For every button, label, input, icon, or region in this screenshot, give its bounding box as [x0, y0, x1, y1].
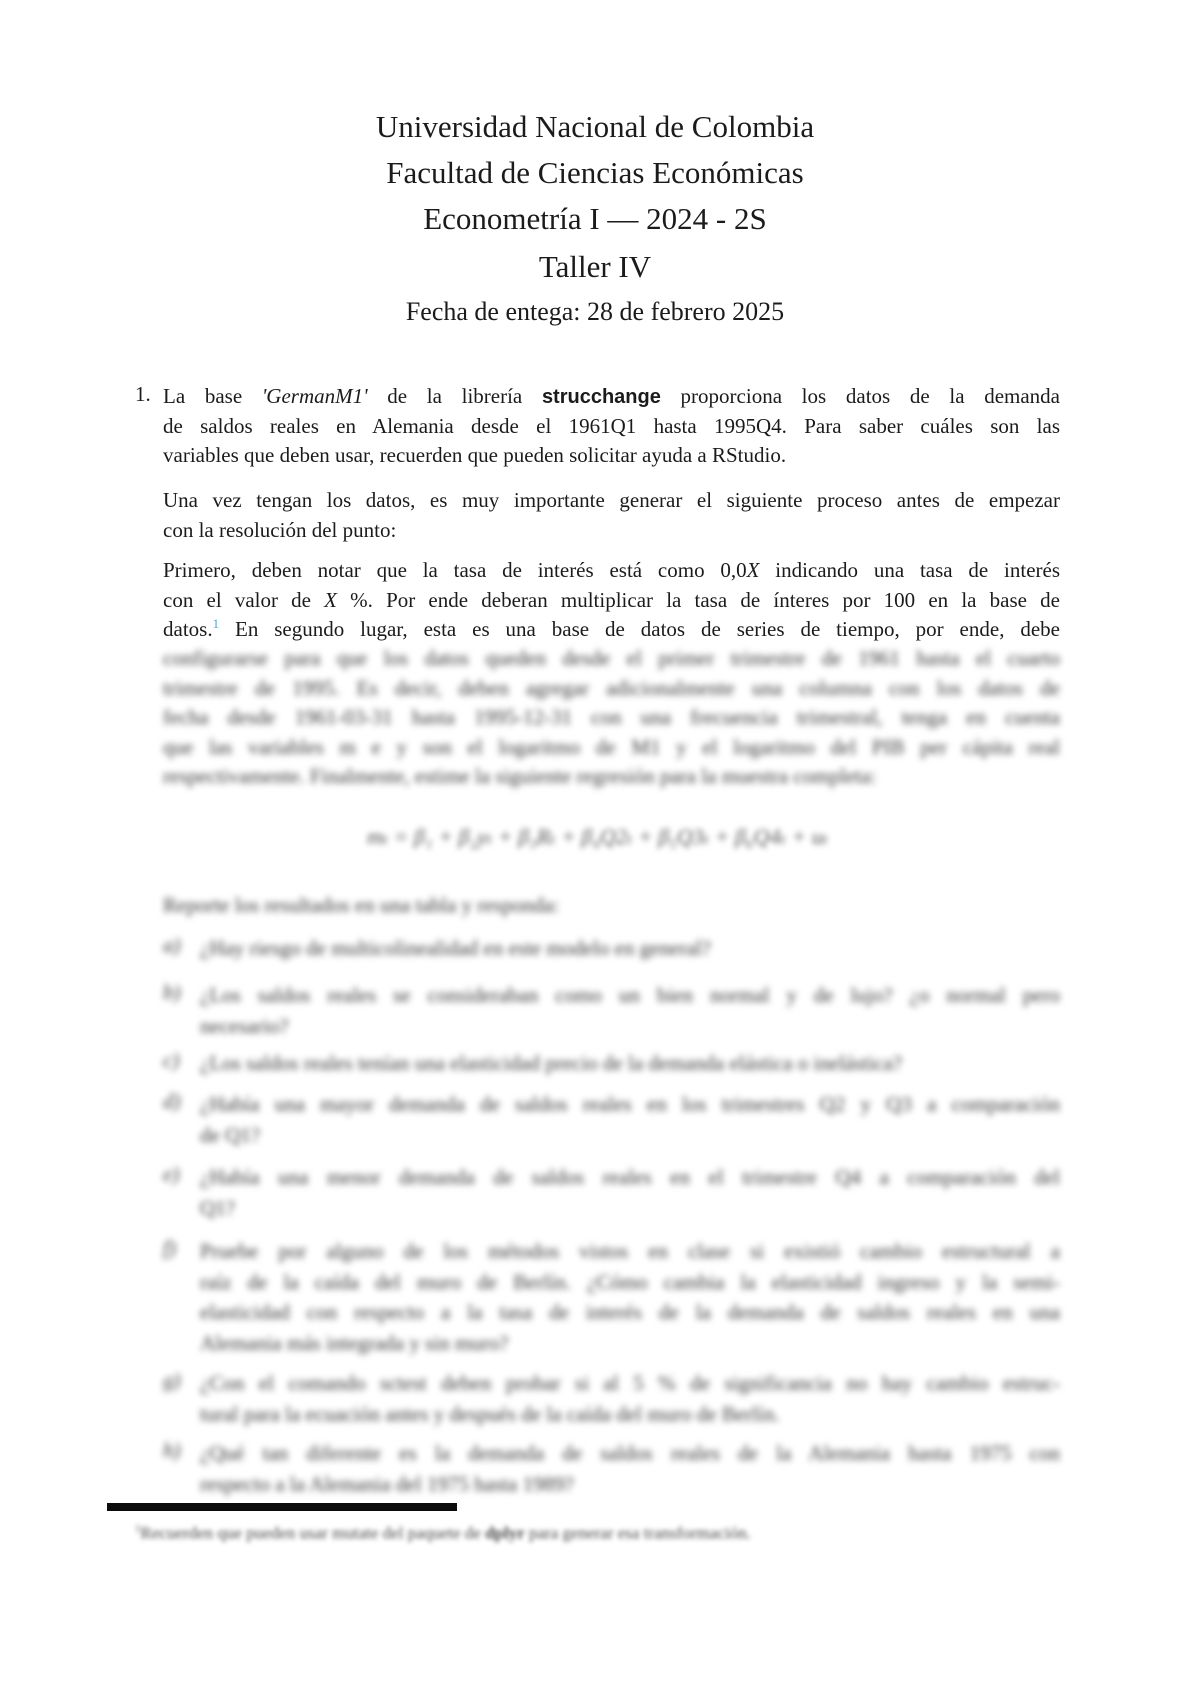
text-segment: La base: [163, 384, 262, 408]
header-faculty: Facultad de Ciencias Económicas: [386, 155, 804, 190]
question-label: e): [163, 1162, 180, 1186]
math-var-x: X: [324, 587, 337, 612]
text-line: elasticidad con respecto a la tasa de interés de la demanda de saldos reales en una: [200, 1300, 1060, 1324]
text-segment: proporciona los datos de la demanda: [660, 384, 1060, 408]
text-line: Pruebe por alguno de los métodos vistos en clase si existió cambio estructural a: [200, 1239, 1060, 1263]
paragraph-dataset-intro: [163, 382, 1060, 471]
text-line: ¿Había una menor demanda de saldos reales en el trimestre Q4 a comparación del: [200, 1165, 1060, 1189]
text-line: ¿Había una mayor demanda de saldos reales en los trimestres Q2 y Q3 a comparación: [200, 1092, 1060, 1116]
question-text: [200, 1368, 1060, 1429]
text-line: que las variables m e y son el logaritmo de M1 y el logaritmo del PIB per cápita real: [163, 734, 1060, 759]
question-label: g): [163, 1368, 181, 1392]
question-text: [200, 933, 1060, 964]
regression-equation: mₜ = β₁ + β₂yₜ + β₃Rₜ + β₄Q2ₜ + β₅Q3ₜ + β₆Q4ₜ + uₜ: [366, 824, 829, 849]
header-due-date: Fecha de entega: 28 de febrero 2025: [405, 297, 785, 326]
text-line: respecto a la Alemania del 1975 hasta 1989?: [200, 1471, 574, 1496]
text-line: con la resolución del punto:: [163, 517, 397, 542]
text-line: configurarse para que los datos queden desde el primer trimestre de 1961 hasta el cuarto: [163, 646, 1060, 670]
text-line: ¿Los saldos reales se consideraban como un bien normal y de lujo? ¿o normal pero: [200, 983, 1060, 1007]
question-label: d): [163, 1089, 181, 1113]
text-line: Q1?: [200, 1195, 235, 1220]
question-label: b): [163, 980, 181, 1004]
question-item-b: [163, 980, 1060, 1041]
text-line: trimestre de 1995. Es decir, deben agregar adicionalmente una columna con los datos de: [163, 675, 1060, 700]
text-line: [163, 382, 1060, 412]
text-segment: de la librería: [367, 384, 542, 408]
text-line: ¿Hay riesgo de multicolinealidad en este modelo en general?: [200, 936, 711, 960]
question-text: [200, 1162, 1060, 1223]
header-university: Universidad Nacional de Colombia: [375, 109, 815, 144]
page-title: Taller IV: [538, 249, 652, 284]
question-item-c: [163, 1048, 1060, 1079]
text-line: necesario?: [200, 1013, 289, 1038]
footnote-text: para generar esa transformación.: [524, 1523, 751, 1543]
question-item-f: [163, 1236, 1060, 1358]
text-line: Alemania más integrada y sin muro?: [200, 1330, 509, 1355]
paragraph-process-note: [163, 486, 1060, 545]
question-label: c): [163, 1048, 180, 1072]
footnote-rule: [107, 1503, 457, 1511]
text-line: [163, 586, 1060, 616]
item-number: 1.: [135, 382, 151, 406]
text-segment: En segundo lugar, esta es una base de datos de series de tiempo, por ende, debe: [219, 617, 1060, 642]
question-item-d: [163, 1089, 1060, 1150]
text-segment: indicando una tasa de interés: [759, 558, 1061, 582]
question-text: [200, 1089, 1060, 1150]
text-line: variables que deben usar, recuerden que pueden solicitar ayuda a RStudio.: [163, 443, 787, 468]
footnote-reference-link[interactable]: 1: [212, 616, 220, 632]
question-label: h): [163, 1438, 181, 1462]
question-label: f): [163, 1236, 176, 1260]
question-item-g: [163, 1368, 1060, 1429]
dataset-name: 'GermanM1': [261, 384, 368, 408]
text-line: ¿Con el comando sctest deben probar si al 5 % de significancia no hay cambio estruc-: [200, 1371, 1060, 1395]
text-segment: con el valor de: [163, 587, 325, 612]
text-line: [163, 556, 1060, 586]
question-text: [200, 1236, 1060, 1358]
question-item-e: [163, 1162, 1060, 1223]
paragraph-instructions-sharp: [163, 556, 1060, 645]
question-text: [200, 980, 1060, 1041]
text-line: Una vez tengan los datos, es muy importante generar el siguiente proceso antes de empezar: [163, 488, 1060, 512]
question-item-a: [163, 933, 1060, 964]
text-line: ¿Qué tan diferente es la demanda de saldos reales de la Alemania hasta 1975 con: [200, 1441, 1060, 1465]
text-line: fecha desde 1961-03-31 hasta 1995-12-31 con una frecuencia trimestral, tenga en cuenta: [163, 705, 1060, 730]
text-line: de Q1?: [200, 1122, 261, 1147]
text-segment: Primero, deben notar que la tasa de interés está como 0,0: [163, 558, 747, 582]
footnote-text: Recuerden que pueden usar mutate del paquete de: [140, 1523, 486, 1543]
report-instruction: [163, 891, 1060, 921]
question-label: a): [163, 933, 181, 957]
header-course: Econometría I — 2024 - 2S: [423, 201, 767, 236]
footnote: [135, 1517, 1035, 1546]
text-line: Reporte los resultados en una tabla y responda:: [163, 893, 559, 917]
text-line: tural para la ecuación antes y después de la caída del muro de Berlín.: [200, 1401, 780, 1426]
footnote-package-name: dplyr: [485, 1523, 525, 1543]
paragraph-instructions-blurred: [163, 644, 1060, 792]
math-var-x: X: [746, 558, 760, 582]
text-line: respectivamente. Finalmente, estime la siguiente regresión para la muestra completa:: [163, 764, 877, 789]
text-line: de saldos reales en Alemania desde el 1961Q1 hasta 1995Q4. Para saber cuáles son las: [163, 413, 1060, 438]
question-text: [200, 1438, 1060, 1499]
text-line: [163, 615, 1060, 645]
package-name: strucchange: [541, 386, 661, 408]
question-item-h: [163, 1438, 1060, 1499]
footnote-marker: 1: [135, 1523, 141, 1535]
text-line: raíz de la caída del muro de Berlín. ¿Cómo cambia la elasticidad ingreso y la semi-: [200, 1269, 1060, 1294]
text-segment: datos.: [163, 617, 213, 642]
text-segment: %. Por ende deberan multiplicar la tasa de ínteres por 100 en la base de: [336, 587, 1060, 612]
question-text: [200, 1048, 1060, 1079]
text-line: ¿Los saldos reales tenían una elasticidad precio de la demanda elástica o inelástica?: [200, 1051, 903, 1075]
